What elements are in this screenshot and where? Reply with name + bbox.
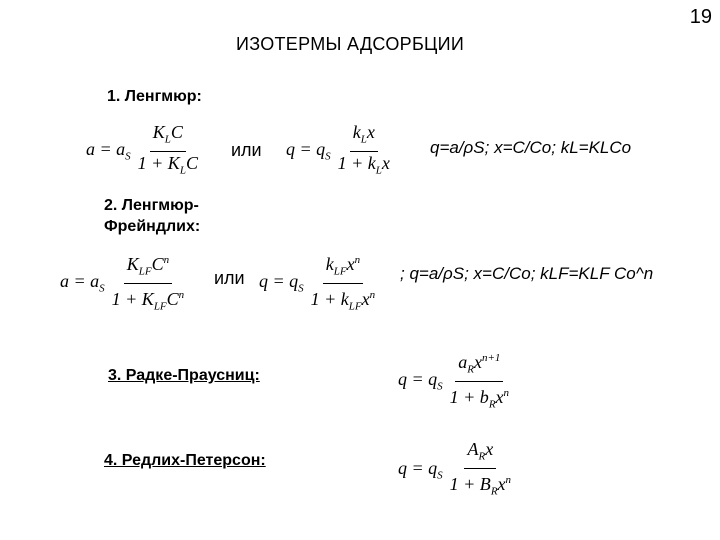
or-word-2: или	[214, 268, 245, 288]
lf-definitions: ; q=a/ρS; x=C/Co; kLF=KLF Co^n	[400, 264, 654, 283]
page-number: 19	[689, 6, 712, 28]
heading-radke-prausnitz: 3. Радке-Праусниц:	[108, 367, 260, 384]
heading-lf-line2: Фрейндлих:	[104, 218, 201, 235]
heading-langmuir: 1. Ленгмюр:	[107, 88, 202, 105]
heading-langmuir-freundlich	[104, 195, 200, 237]
redlich-peterson-equation: $q = q_S$ $\frac{A_Rx}{1 + B_Rx^n}$	[398, 439, 512, 498]
langmuir-equation-q: $q = q_S$ $\frac{k_Lx}{1 + k_Lx}$	[286, 122, 390, 177]
or-word-1: или	[231, 140, 262, 160]
langmuir-definitions: q=a/ρS; x=C/Co; kL=KLCo	[430, 138, 632, 157]
heading-lf-line1: 2. Ленгмюр-	[104, 197, 199, 214]
rp-equation: $q = q_S$ $\frac{a_Rx^{n+1}}{1 + b_Rx^n}$	[398, 348, 512, 414]
langmuir-equation-a: $a = a_S$ $\frac{K_LC}{1 + K_LC}$	[86, 122, 198, 177]
lf-equation-a: $a = a_S$ $\frac{K_{LF}C^n}{1 + K_{LF}C^n}$	[60, 250, 187, 316]
lf-equation-q: $q = q_S$ $\frac{k_{LF}x^n}{1 + k_{LF}x^n}$	[259, 250, 378, 316]
heading-redlich-peterson: 4. Редлих-Петерсон:	[104, 452, 266, 469]
page-title: ИЗОТЕРМЫ АДСОРБЦИИ	[236, 34, 465, 54]
